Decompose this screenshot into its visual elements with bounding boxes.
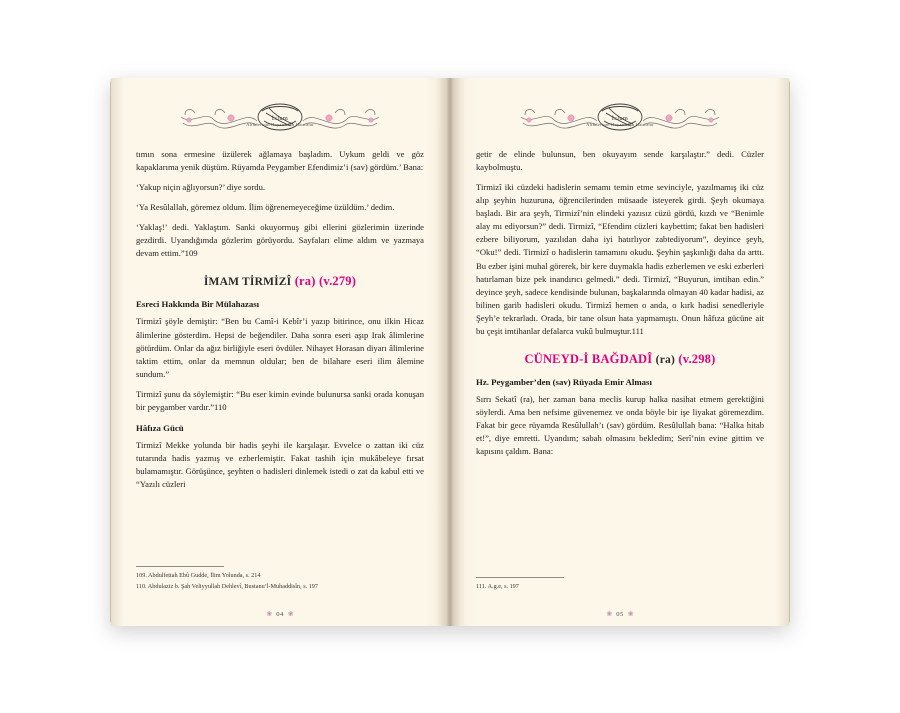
page-number-ornament-right: ❀	[287, 610, 294, 618]
footnote-divider	[136, 566, 224, 567]
section-heading: Hz. Peygamber’den (sav) Rüyada Emir Alması	[476, 376, 652, 387]
brand-title: İslam	[611, 115, 629, 122]
section-heading: Hâfıza Gücü	[136, 422, 184, 433]
left-page	[110, 78, 450, 626]
chapter-title	[136, 274, 424, 289]
right-page-edge	[789, 82, 790, 622]
chapter-honorific: (ra)	[294, 274, 316, 289]
footnote: 111. A.g.e, s. 197	[476, 582, 519, 590]
left-page-footnotes	[136, 566, 424, 592]
paragraph: ‘Yakup niçin ağlıyorsun?’ diye sordu.	[136, 182, 266, 193]
paragraph: Sırrı Sekatî (ra), her zaman bana meclis kurup halka nasihat etmem gerektiğini söylerdi. Ama ben nefsime güvenemez ve onda böyle bir işe liyakat göremezdim. Fakat bir gece rüyamda Resûlullah’ı (sav) gördüm. Resûlullah bana: “Halka hitab et!”, diye emretti. Uyandım; sabah olmasını bekledim; Serî’nin evine gittim ve kapısını çaldım. Bana:	[476, 393, 764, 457]
page-header-ornament	[136, 96, 424, 142]
book-brand	[136, 116, 424, 128]
open-book	[110, 78, 790, 626]
page-number-ornament-left: ❀	[606, 610, 613, 618]
footnote: 109. Abdulfettah Ebû Gudde, İlim Yolunda, s. 214	[136, 572, 261, 580]
paragraph: Tirmizî Mekke yolunda bir hadis şeyhi ile karşılaşır. Evvelce o zattan iki cüz tutarında hadis yazmış ve ezberlemiştir. Fakat tashih için mukâbeleye fırsat bulamamıştır. Görüşünce, şeyhten o hadisleri dinlemek istedi o zat da kabul etti ve “Yazılı cüzleri	[136, 439, 424, 490]
brand-subtitle: Alimlerinin Hayatından Hatıralar	[586, 121, 654, 127]
right-page-footnotes	[476, 577, 764, 592]
paragraph: ‘Ya Resûlallah, göremez oldum. İlim öğrenemeyeceğime üzüldüm.’ dedim.	[136, 202, 395, 213]
chapter-year: (v.298)	[678, 351, 716, 366]
section-heading: Esreci Hakkında Bir Mülahazası	[136, 299, 260, 310]
paragraph: Tirmizî iki cüzdeki hadislerin semamı temin etme sevinciyle, yazılmamış iki cüz alıp şeyhin huzuruna, öğrencilerinden müsaade isteyerek girdi. Şeyh okumaya başladı. Bir ara şeyh, Tirmizî’nin elindeki yazısız cüzü gördü, kızdı ve “Benimle alay mı ediyorsun?” dedi. Tirmizî, “Efendim cüzleri kaybettim; fakat ben hadisleri ezbere biliyorum, yazılıdan daha iyi hatırlıyor zabtediyorum”, deyince şeyh, “Oku!” dedi. Tirmizî o hadislerin tamamını okudu. Şeyhin şaşkınlığı daha da arttı. Bu ezber işini muhal görerek, bir kere duymakla hadis ezberlemen ve eski ezberleri hatırlaman bize pek inandırıcı gelmedi.” dedi. Tirmizî, “Buyurun, imtihan edin.” deyince şeyh, sadece kendisinde bulunan, başkalarında olmayan 40 kadar hadisi, az bilinen garib hadisleri okudu. Tirmizî hemen o anda, o kırk hadisi senedleriyle Şeyh’e tekrarladı. Orada, bir tane olsun hata yapmamıştı. Onun hâfıza gücüne ait bu çeşit imtihanlar defalarca vukû bulmuştur.111	[476, 182, 764, 336]
chapter-name: İMAM TİRMİZÎ	[203, 276, 292, 289]
page-number	[450, 610, 790, 618]
right-page-body	[476, 148, 764, 458]
chapter-year: (v.279)	[318, 274, 357, 289]
page-number	[110, 610, 450, 618]
footnote: 110. Abdulaziz b. Şah Veliyyullah Dehlevî, Bustanu’l-Muhaddisîn, s. 197	[136, 582, 318, 590]
page-number-value: 05	[616, 611, 624, 618]
chapter-title	[476, 352, 764, 367]
footnote-divider	[476, 577, 564, 578]
page-number-ornament-left: ❀	[266, 610, 273, 618]
right-page	[450, 78, 790, 626]
paragraph: Tirmizî şöyle demiştir: “Ben bu Camî-i Kebîr’i yazıp bitirince, onu ilkin Hicaz âlimlerine gösterdim. Hepsi de beğendiler. Daha sonra eseri aşıp Irak âlimlerine götürdüm. Onlar da ağız birliğiyle eseri övdüler. Nihayet Horasan diyarı âlimlerine taktim ettim, onlar da memnun oldular; ben de bilahare eseri ilim âlemine sundum.”	[136, 316, 424, 379]
paragraph: tımın sona ermesine üzülerek ağlamaya başladım. Uykum geldi ve göz kapaklarıma yenik düştüm. Rüyamda Peygamber Efendimiz’i (sav) gördüm.’ Bana:	[136, 149, 424, 173]
chapter-honorific: (ra)	[655, 353, 675, 366]
paragraph: Tirmizî şunu da söylemiştir: “Bu eser kimin evinde bulunursa sanki orada konuşan bir peygamber vardır.”110	[136, 388, 424, 412]
paragraph: ‘Yaklaş!’ dedi. Yaklaştım. Sanki okuyormuş gibi ellerini gözlerimin üzerinde gezdirdi. Uyandığımda gözlerim görüyordu. Sayfaları elime aldım ve yazmaya devam ettim.”109	[136, 222, 424, 259]
chapter-name: CÜNEYD-İ BAĞDADÎ	[524, 351, 653, 366]
page-header-ornament	[476, 96, 764, 142]
page-number-value: 04	[276, 611, 284, 618]
brand-subtitle: Alimlerinin Hayatından Hatıralar	[246, 121, 314, 127]
left-page-edge	[110, 82, 111, 622]
left-page-body	[136, 148, 424, 491]
brand-title: İslam	[271, 115, 289, 122]
book-brand	[476, 116, 764, 128]
page-number-ornament-right: ❀	[627, 610, 634, 618]
paragraph: getir de elinde bulunsun, ben okuyayım sende karşılaştır.” dedi. Cüzler kaybolmuştu.	[476, 149, 764, 173]
